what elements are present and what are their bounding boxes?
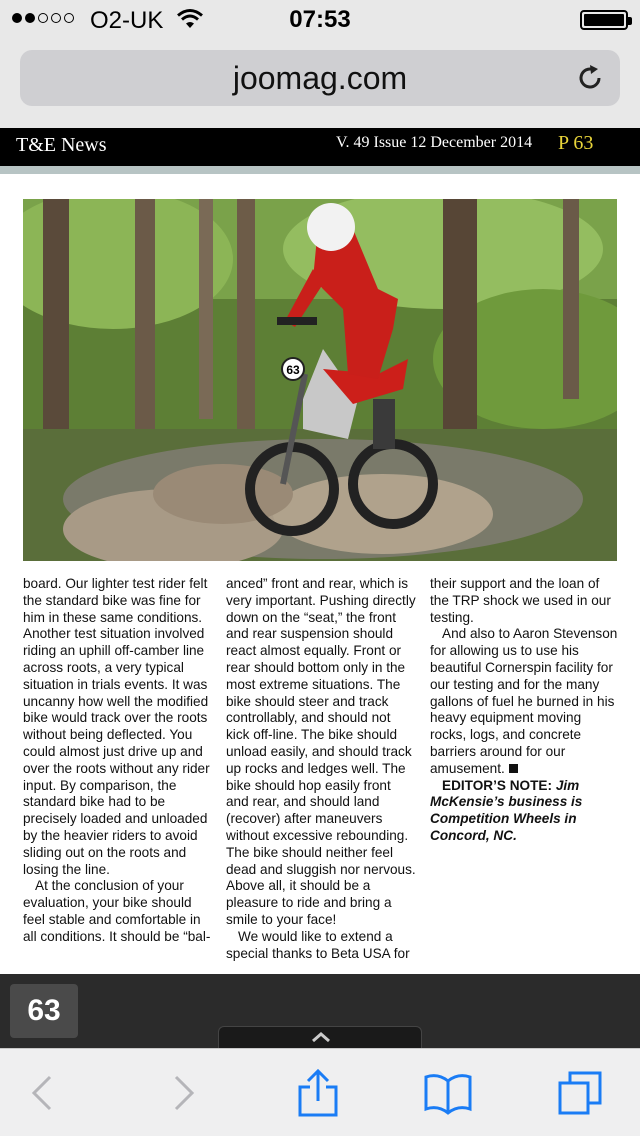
paragraph: board. Our lighter test rider felt the standard bike was fine for him in these same conditions. Another test situation involved riding an uphill off-camber line across roots, a very typical situation in trials events. It was uncanny how well the modified bike would track over the roots without being deflected. You could almost just drive up and over the roots without any rider input. By comparison, the standard bike had to be precisely loaded and unloaded by the heavier riders to avoid sliding out on the roots and losing the line. [23,576,210,877]
paragraph: anced” front and rear, which is very important. Pushing directly down on the “seat,” the front and rear suspension should react almost equally. Front or rear should bottom only in the most extreme situations. The bike should steer and track controllably, and should not kick off-line. The bike should unload easily, and should track up rocks and ledges well. The bike should hop easily front and rear, and should land (recover) after maneuvers without excessive rebounding. The bike should neither feel dead and sluggish nor nervous. Above all, it should be a pleasure to ride and bring a smile to your face! [226,576,416,927]
share-button[interactable] [294,1069,342,1117]
page-label: P 63 [558,132,594,154]
issue-info: V. 49 Issue 12 December 2014 [336,134,533,151]
magazine-viewer-bar [0,974,640,1048]
editor-note [430,778,618,845]
article-column-1 [23,576,211,946]
paragraph-text: And also to Aaron Stevenson for allowing us to use his beautiful Cornerspin facility for our testing and for the many gallons of fuel he burned in his heavy equipment moving rocks, logs, and concrete barriers around for our amusement. [430,626,618,776]
header-divider [0,166,640,174]
reload-icon[interactable] [574,62,606,94]
tabs-button[interactable] [556,1069,604,1117]
magazine-brand: T&E News [16,134,107,156]
trials-rider-photo [23,199,617,561]
status-bar [0,0,640,40]
page-number-badge[interactable]: 63 [10,984,78,1038]
article-column-2 [226,576,416,962]
paragraph-with-end-mark [430,626,618,777]
bookmarks-button[interactable] [424,1069,472,1117]
magazine-header [0,128,640,166]
browser-toolbar [0,1048,640,1136]
editor-note-text: Jim McKensie’s business is Competition Wheels in Concord, NC. [430,777,583,843]
battery-icon [580,10,628,30]
back-button[interactable] [20,1069,68,1117]
paragraph: At the conclusion of your evaluation, your bike should feel stable and comfortable in all conditions. It should be “bal- [23,878,211,944]
paragraph: their support and the loan of the TRP shock we used in our testing. [430,576,611,625]
end-of-article-mark [509,764,518,773]
clock: 07:53 [289,6,351,33]
article-column-3 [430,576,618,845]
chevron-up-icon [311,1031,331,1043]
address-bar[interactable] [20,50,620,106]
forward-button[interactable] [160,1069,208,1117]
browser-address-area [0,40,640,128]
url-text[interactable]: joomag.com [232,60,408,96]
number-plate: 63 [286,363,300,377]
editor-note-label: EDITOR’S NOTE: [442,777,553,793]
paragraph: We would like to extend a special thanks to Beta USA for [226,928,410,961]
carrier-name: O2-UK [90,7,164,34]
